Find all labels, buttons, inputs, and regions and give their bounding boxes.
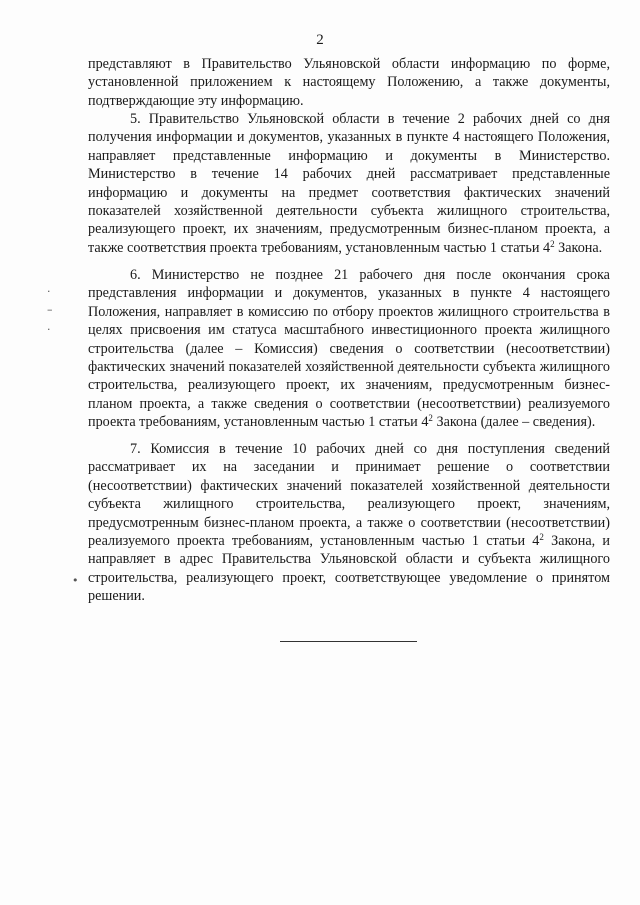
scan-artifact-mark: ·	[47, 285, 51, 298]
scan-artifact-mark: ·	[47, 323, 51, 336]
paragraph-tail: Закона.	[554, 239, 603, 256]
paragraph-text: представляют в Правительство Ульяновской области информацию по форме, установленной приложением к настоящему Положению, а также документы, подтверждающие эту информацию.	[88, 56, 610, 109]
paragraph-text: 7. Комиссия в течение 10 рабочих дней со дня поступления сведений рассматривает их на заседании и принимает решение о соответствии (несоответствии) фактических значений показателей хозяйственной деятельности субъекта жилищного строительства, реализующего проект, значениям, предусмотренным бизнес-планом проекта, а также о соответствии (несоответствии) реализуемого проекта требованиям, установленным частью 1 статьи 4	[88, 441, 610, 550]
paragraph-tail: Закона (далее – сведения).	[432, 414, 596, 431]
superscript: 2	[428, 413, 433, 424]
scan-artifact-mark: –	[47, 303, 53, 316]
superscript: 2	[550, 238, 555, 249]
scan-artifact-mark: •	[72, 574, 79, 587]
end-separator-line	[280, 641, 417, 642]
paragraph-item-5	[88, 110, 610, 257]
paragraph-continuation	[88, 55, 610, 110]
paragraph-text: 5. Правительство Ульяновской области в течение 2 рабочих дней со дня получения информации и документов, указанных в пункте 4 настоящего Положения, направляет представленные информацию и документы в Министерство. Министерство в течение 14 рабочих дней рассматривает представленные информацию и документы на предмет соответствия фактических значений показателей хозяйственной деятельности субъекта жилищного строительства, реализующего проект, их значениям, предусмотренным бизнес-планом проекта, а также соответствия проекта требованиям, установленным частью 1 статьи 4	[88, 111, 610, 256]
paragraph-tail: Закона, и направляет в адрес Правительства Ульяновской области и субъекта жилищного строительства, реализующего проект, соответствующее уведомление о принятом решении.	[88, 533, 610, 605]
page-number: 2	[316, 32, 324, 48]
paragraph-item-6	[88, 266, 610, 432]
paragraph-item-7	[88, 440, 610, 606]
superscript: 2	[539, 532, 544, 543]
paragraph-text: 6. Министерство не позднее 21 рабочего дня после окончания срока представления информации и документов, указанных в пункте 4 настоящего Положения, направляет в комиссию по отбору проектов жилищного строительства в целях присвоения им статуса масштабного инвестиционного проекта жилищного строительства (далее – Комиссия) сведения о соответствии (несоответствии) фактических значений показателей хозяйственной деятельности субъекта жилищного строительства, реализующего проект, их значениям, предусмотренным бизнес-планом проекта, а также сведения о соответствии (несоответствии) реализуемого проекта требованиям, установленным частью 1 статьи 4	[88, 267, 610, 431]
